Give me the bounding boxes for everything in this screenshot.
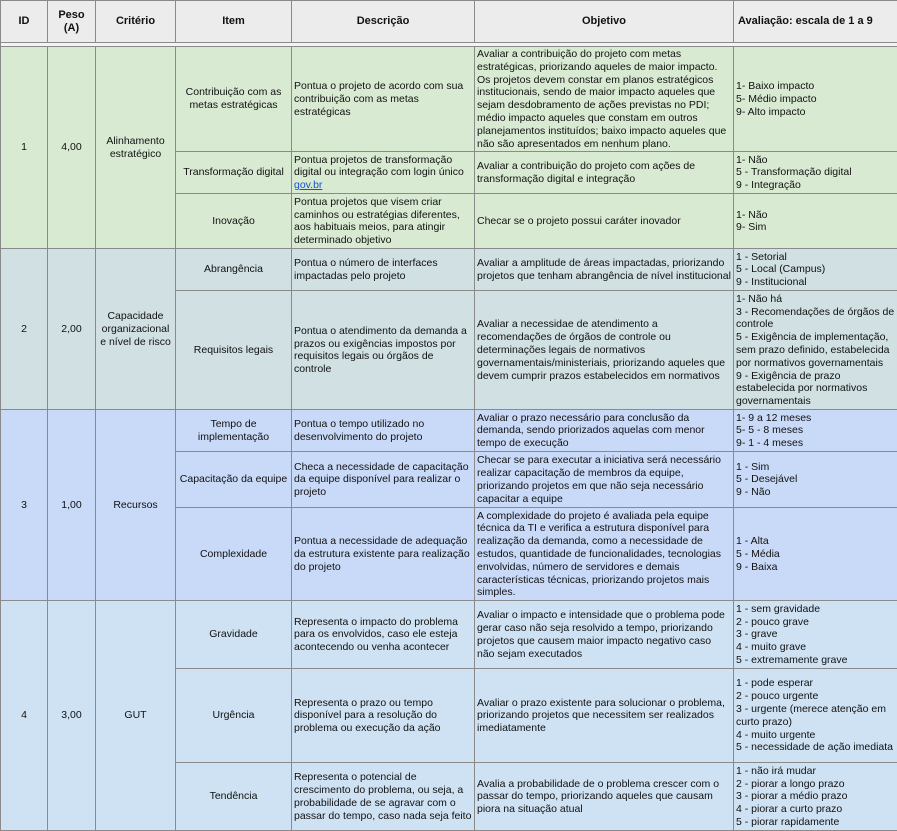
objetivo-cell: Avaliar o prazo necessário para conclusão da demanda, sendo priorizados aquelas com menor tempo de execução bbox=[475, 410, 734, 452]
table-row bbox=[1, 410, 897, 452]
item-cell: Tendência bbox=[176, 763, 292, 831]
descricao-cell: Pontua o projeto de acordo com sua contribuição com as metas estratégicas bbox=[292, 47, 475, 152]
item-cell: Gravidade bbox=[176, 601, 292, 669]
group-criterio-cell: Recursos bbox=[96, 410, 176, 601]
avaliacao-option: 1 - Sim bbox=[736, 461, 895, 474]
header-item: Item bbox=[176, 1, 292, 43]
descricao-cell: Checa a necessidade de capacitação da equipe disponível para realizar o projeto bbox=[292, 452, 475, 508]
objetivo-cell: Avaliar a necessidae de atendimento a recomendações de órgãos de controle ou determinações legais de normativos governamentais/ministeriais, priorizando aqueles que devem cumprir prazos estabelecidos em normativos bbox=[475, 291, 734, 410]
avaliacao-option: 5 - Exigência de implementação, sem prazo definido, estabelecida por normativos governamentais bbox=[736, 331, 895, 369]
header-row bbox=[1, 1, 897, 43]
avaliacao-option: 1- Não há bbox=[736, 293, 895, 306]
group-peso-cell: 2,00 bbox=[48, 249, 96, 410]
avaliacao-option: 4 - muito urgente bbox=[736, 729, 895, 742]
group-id-cell: 2 bbox=[1, 249, 48, 410]
avaliacao-option: 9 - Baixa bbox=[736, 561, 895, 574]
descricao-cell: Representa o potencial de crescimento do problema, ou seja, a probabilidade de se agravar com o passar do tempo, caso nada seja feito bbox=[292, 763, 475, 831]
avaliacao-option: 1- Não bbox=[736, 154, 895, 167]
header-objetivo: Objetivo bbox=[475, 1, 734, 43]
header-id: ID bbox=[1, 1, 48, 43]
avaliacao-option: 5 - Média bbox=[736, 548, 895, 561]
avaliacao-option: 9- Sim bbox=[736, 221, 895, 234]
descricao-text: Pontua projetos de transformação digital ou integração com login único bbox=[294, 154, 464, 179]
avaliacao-option: 2 - piorar a longo prazo bbox=[736, 778, 895, 791]
descricao-cell: Representa o prazo ou tempo disponível para a resolução do problema ou execução da ação bbox=[292, 669, 475, 763]
avaliacao-option: 3 - piorar a médio prazo bbox=[736, 790, 895, 803]
objetivo-cell: Avaliar a amplitude de áreas impactadas, priorizando projetos que tenham abrangência de nível institucional bbox=[475, 249, 734, 291]
descricao-cell: Pontua projetos que visem criar caminhos ou estratégias diferentes, aos habituais meios, para atingir determinado objetivo bbox=[292, 194, 475, 249]
avaliacao-option: 5 - necessidade de ação imediata bbox=[736, 741, 895, 754]
header-peso: Peso (A) bbox=[48, 1, 96, 43]
gov-br-link[interactable]: gov.br bbox=[294, 179, 322, 191]
avaliacao-option: 1- Não bbox=[736, 209, 895, 222]
item-cell: Tempo de implementação bbox=[176, 410, 292, 452]
table-row bbox=[1, 249, 897, 291]
avaliacao-option: 9 - Não bbox=[736, 486, 895, 499]
item-cell: Requisitos legais bbox=[176, 291, 292, 410]
group-criterio-cell: GUT bbox=[96, 601, 176, 831]
avaliacao-option: 5 - Local (Campus) bbox=[736, 263, 895, 276]
avaliacao-cell bbox=[734, 194, 897, 249]
avaliacao-option: 2 - pouco grave bbox=[736, 616, 895, 629]
avaliacao-option: 1 - Alta bbox=[736, 535, 895, 548]
objetivo-cell: Checar se o projeto possui caráter inovador bbox=[475, 194, 734, 249]
avaliacao-option: 4 - muito grave bbox=[736, 641, 895, 654]
avaliacao-option: 1 - pode esperar bbox=[736, 677, 895, 690]
item-cell: Abrangência bbox=[176, 249, 292, 291]
avaliacao-option: 1 - sem gravidade bbox=[736, 603, 895, 616]
item-cell: Complexidade bbox=[176, 508, 292, 601]
avaliacao-cell bbox=[734, 249, 897, 291]
descricao-cell: Representa o impacto do problema para os envolvidos, caso ele esteja acontecendo ou venha acontecer bbox=[292, 601, 475, 669]
item-cell: Inovação bbox=[176, 194, 292, 249]
header-criterio: Critério bbox=[96, 1, 176, 43]
avaliacao-option: 3 - urgente (merece atenção em curto prazo) bbox=[736, 703, 895, 729]
avaliacao-cell bbox=[734, 669, 897, 763]
objetivo-cell: Avaliar a contribuição do projeto com ações de transformação digital e integração bbox=[475, 152, 734, 194]
avaliacao-option: 3 - grave bbox=[736, 628, 895, 641]
group-peso-cell: 4,00 bbox=[48, 47, 96, 249]
avaliacao-cell bbox=[734, 152, 897, 194]
item-cell: Transformação digital bbox=[176, 152, 292, 194]
descricao-cell bbox=[292, 152, 475, 194]
avaliacao-option: 2 - pouco urgente bbox=[736, 690, 895, 703]
avaliacao-cell bbox=[734, 763, 897, 831]
objetivo-cell: Avaliar o prazo existente para solucionar o problema, priorizando projetos que necessitem ser realizados imediatamente bbox=[475, 669, 734, 763]
group-id-cell: 1 bbox=[1, 47, 48, 249]
table-row bbox=[1, 47, 897, 152]
avaliacao-cell bbox=[734, 47, 897, 152]
avaliacao-option: 5 - Transformação digital bbox=[736, 166, 895, 179]
table-row bbox=[1, 601, 897, 669]
avaliacao-option: 1- 9 a 12 meses bbox=[736, 412, 895, 425]
item-cell: Urgência bbox=[176, 669, 292, 763]
group-id-cell: 4 bbox=[1, 601, 48, 831]
objetivo-cell: Checar se para executar a iniciativa será necessário realizar capacitação de membros da equipe, priorizando projetos em que não seja necessário capacitar a equipe bbox=[475, 452, 734, 508]
avaliacao-option: 9- 1 - 4 meses bbox=[736, 437, 895, 450]
descricao-cell: Pontua a necessidade de adequação da estrutura existente para realização do projeto bbox=[292, 508, 475, 601]
avaliacao-cell bbox=[734, 452, 897, 508]
avaliacao-option: 1- Baixo impacto bbox=[736, 80, 895, 93]
objetivo-cell: A complexidade do projeto é avaliada pela equipe técnica da TI e verifica a estrutura disponível para realização da demanda, como a necessidade de estudos, quantidade de funcionalidades, tecnologias envolvidas, número de servidores e demais características técnicas, priorizando projetos mais simples. bbox=[475, 508, 734, 601]
descricao-cell: Pontua o número de interfaces impactadas pelo projeto bbox=[292, 249, 475, 291]
avaliacao-cell bbox=[734, 410, 897, 452]
avaliacao-option: 5- 5 - 8 meses bbox=[736, 424, 895, 437]
avaliacao-option: 5 - extremamente grave bbox=[736, 654, 895, 667]
group-criterio-cell: Alinhamento estratégico bbox=[96, 47, 176, 249]
avaliacao-cell bbox=[734, 508, 897, 601]
avaliacao-option: 5 - Desejável bbox=[736, 473, 895, 486]
avaliacao-option: 9 - Institucional bbox=[736, 276, 895, 289]
objetivo-cell: Avalia a probabilidade de o problema crescer com o passar do tempo, priorizando aqueles que causam piora na situação atual bbox=[475, 763, 734, 831]
objetivo-cell: Avaliar a contribuição do projeto com metas estratégicas, priorizando aqueles de maior impacto. Os projetos devem constar em planos estratégicos institucionais, sendo de maior impacto aqueles que sejam desdobramento de ações previstas no PDI; médio impacto aqueles que constam em outros planejamentos instituídos; baixo impacto aqueles que não são apresentados em nenhum plano. bbox=[475, 47, 734, 152]
objetivo-cell: Avaliar o impacto e intensidade que o problema pode gerar caso não seja resolvido a tempo, priorizando projetos que causem maior impacto negativo caso não sejam executados bbox=[475, 601, 734, 669]
item-cell: Contribuição com as metas estratégicas bbox=[176, 47, 292, 152]
avaliacao-option: 1 - não irá mudar bbox=[736, 765, 895, 778]
item-cell: Capacitação da equipe bbox=[176, 452, 292, 508]
avaliacao-option: 3 - Recomendações de órgãos de controle bbox=[736, 306, 895, 332]
avaliacao-cell bbox=[734, 291, 897, 410]
header-descricao: Descrição bbox=[292, 1, 475, 43]
descricao-cell: Pontua o atendimento da demanda a prazos ou exigências impostos por requisitos legais ou órgãos de controle bbox=[292, 291, 475, 410]
avaliacao-option: 5- Médio impacto bbox=[736, 93, 895, 106]
descricao-cell: Pontua o tempo utilizado no desenvolvimento do projeto bbox=[292, 410, 475, 452]
avaliacao-option: 5 - piorar rapidamente bbox=[736, 816, 895, 829]
group-peso-cell: 3,00 bbox=[48, 601, 96, 831]
group-criterio-cell: Capacidade organizacional e nível de risco bbox=[96, 249, 176, 410]
avaliacao-option: 4 - piorar a curto prazo bbox=[736, 803, 895, 816]
avaliacao-option: 9 - Exigência de prazo estabelecida por normativos governamentais bbox=[736, 370, 895, 408]
avaliacao-option: 9- Alto impacto bbox=[736, 106, 895, 119]
avaliacao-option: 9 - Integração bbox=[736, 179, 895, 192]
group-peso-cell: 1,00 bbox=[48, 410, 96, 601]
avaliacao-cell bbox=[734, 601, 897, 669]
avaliacao-option: 1 - Setorial bbox=[736, 251, 895, 264]
group-id-cell: 3 bbox=[1, 410, 48, 601]
header-avaliacao: Avaliação: escala de 1 a 9 bbox=[734, 1, 897, 43]
